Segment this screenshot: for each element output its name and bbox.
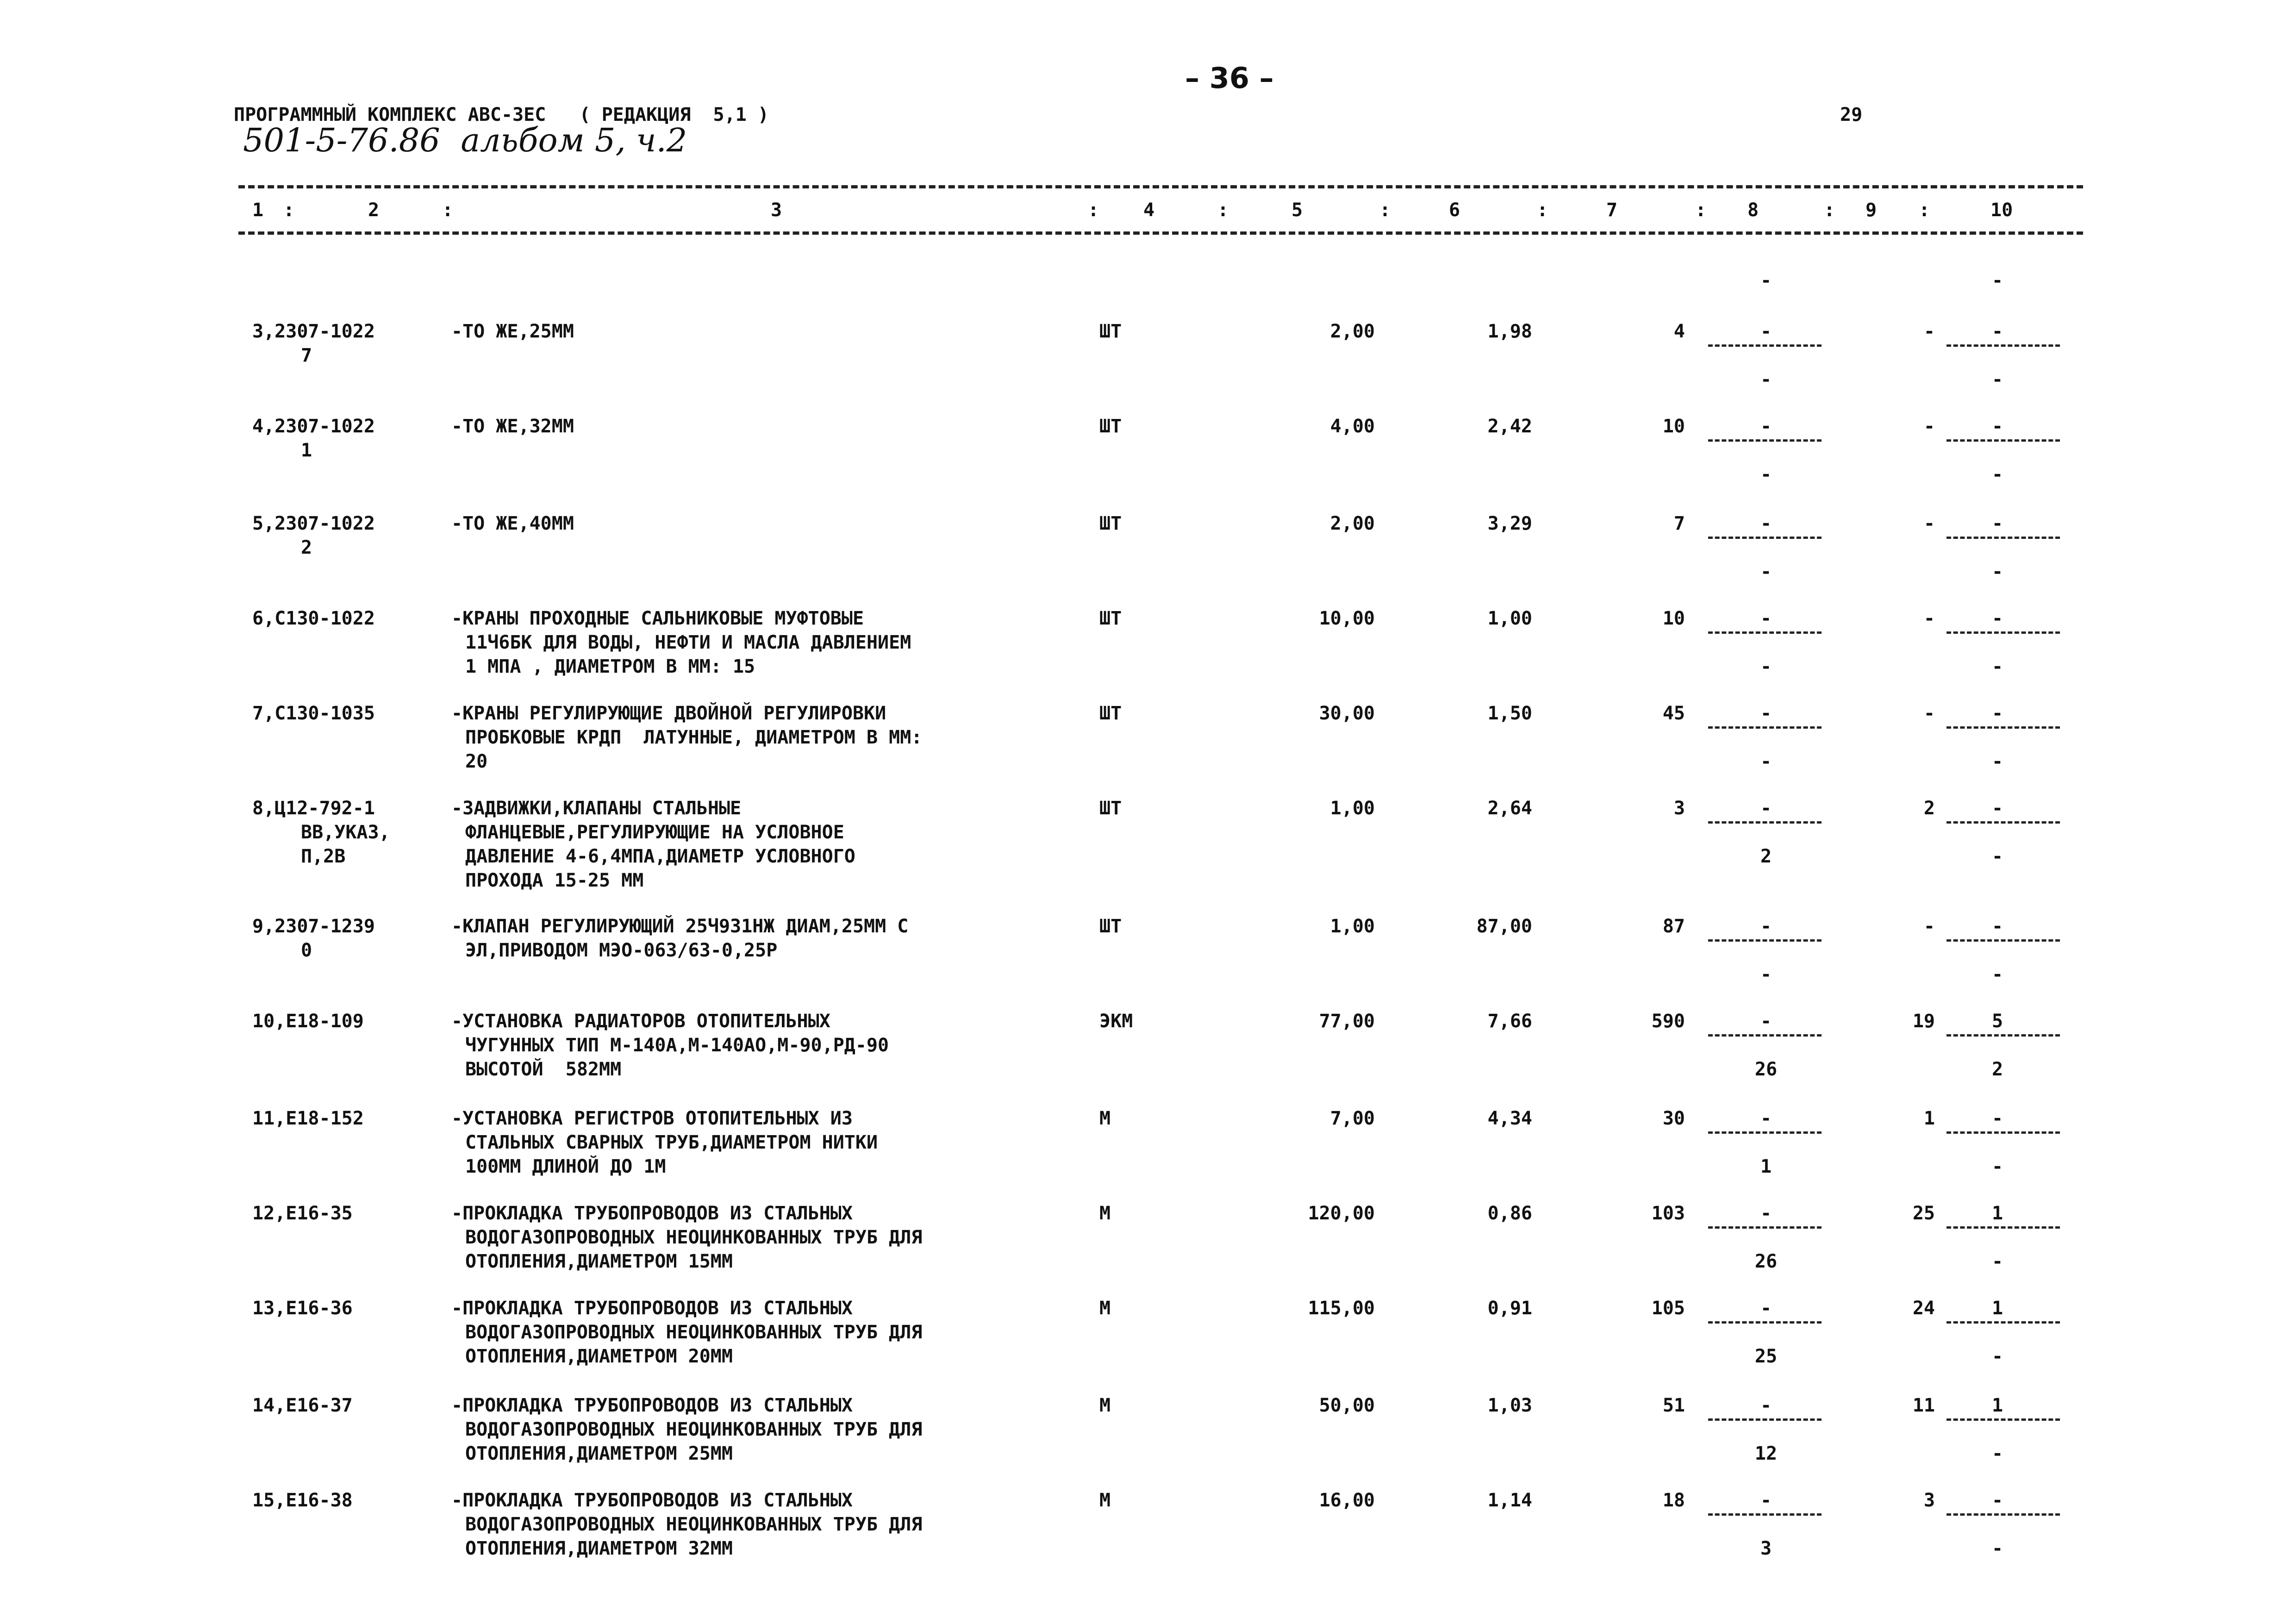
- row-total: 10: [1662, 608, 1685, 629]
- row-col9: -: [1923, 321, 1935, 342]
- row-col10-top: -: [1991, 1108, 2003, 1129]
- row-quantity: 1,00: [1330, 798, 1375, 819]
- row-num-code: 7,С130-1035: [252, 703, 375, 724]
- row-col10-top: -: [1991, 513, 2003, 534]
- column-number-4: 4: [1143, 200, 1155, 221]
- column-number-9: 9: [1866, 200, 1877, 221]
- row-price: 1,50: [1487, 703, 1532, 724]
- row-col10-bottom: -: [1991, 464, 2003, 485]
- row-col10-bottom: -: [1991, 1156, 2003, 1177]
- column-sep: :: [283, 200, 295, 221]
- row-col9: 24: [1912, 1298, 1935, 1319]
- row-num-code: 14,Е16-37: [252, 1395, 353, 1416]
- row-unit: ШТ: [1099, 321, 1122, 342]
- col8-top-mark: -: [1760, 270, 1772, 291]
- row-col10-top: 1: [1991, 1203, 2003, 1224]
- handwritten-note: 501-5-76.86 альбом 5, ч.2: [243, 121, 687, 159]
- row-col8-divider: [1708, 1131, 1822, 1134]
- row-col10-top: -: [1991, 416, 2003, 437]
- row-description-line: -ПРОКЛАДКА ТРУБОПРОВОДОВ ИЗ СТАЛЬНЫХ: [451, 1490, 853, 1511]
- row-col9: -: [1923, 416, 1935, 437]
- row-num-code: 6,С130-1022: [252, 608, 375, 629]
- row-num-code: 8,Ц12-792-1: [252, 798, 375, 819]
- row-description-line: -КРАНЫ ПРОХОДНЫЕ САЛЬНИКОВЫЕ МУФТОВЫЕ: [451, 608, 864, 629]
- row-col8-top: -: [1760, 1203, 1772, 1224]
- row-col10-divider: [1947, 1418, 2060, 1421]
- row-col8-divider: [1708, 939, 1822, 942]
- column-sep: :: [1824, 200, 1835, 221]
- row-price: 1,03: [1487, 1395, 1532, 1416]
- row-col10-top: -: [1991, 798, 2003, 819]
- row-description-line: СТАЛЬНЫХ СВАРНЫХ ТРУБ,ДИАМЕТРОМ НИТКИ: [465, 1132, 878, 1153]
- column-sep: :: [1919, 200, 1930, 221]
- row-col10-bottom: -: [1991, 561, 2003, 582]
- row-col8-top: -: [1760, 608, 1772, 629]
- row-col8-top: -: [1760, 1490, 1772, 1511]
- row-num-code-cont: 1: [301, 440, 312, 461]
- row-col8-divider: [1708, 1513, 1822, 1516]
- row-col9: 3: [1923, 1490, 1935, 1511]
- row-col8-top: -: [1760, 1298, 1772, 1319]
- row-price: 2,64: [1487, 798, 1532, 819]
- row-unit: М: [1099, 1490, 1111, 1511]
- row-description-line: -ТО ЖЕ,40ММ: [451, 513, 574, 534]
- row-col10-top: -: [1991, 703, 2003, 724]
- row-col10-top: 5: [1991, 1011, 2003, 1032]
- row-num-code: 12,Е16-35: [252, 1203, 353, 1224]
- col10-top-mark: -: [1991, 270, 2003, 291]
- row-col8-bottom: 26: [1754, 1251, 1778, 1272]
- column-sep: :: [442, 200, 454, 221]
- row-col9: -: [1923, 513, 1935, 534]
- column-number-6: 6: [1449, 200, 1460, 221]
- row-col9: 1: [1923, 1108, 1935, 1129]
- row-col10-bottom: -: [1991, 1538, 2003, 1559]
- row-col10-bottom: -: [1991, 656, 2003, 677]
- row-col8-bottom: 25: [1754, 1346, 1778, 1367]
- row-col9: -: [1923, 916, 1935, 937]
- row-col10-divider: [1947, 821, 2060, 824]
- row-num-code-cont: 2: [301, 537, 312, 558]
- row-total: 590: [1651, 1011, 1685, 1032]
- row-col8-divider: [1708, 1418, 1822, 1421]
- row-total: 30: [1662, 1108, 1685, 1129]
- column-sep: :: [1217, 200, 1229, 221]
- row-col8-bottom: 3: [1760, 1538, 1772, 1559]
- row-description-line: -ЗАДВИЖКИ,КЛАПАНЫ СТАЛЬНЫЕ: [451, 798, 742, 819]
- row-col10-divider: [1947, 1131, 2060, 1134]
- row-col10-bottom: -: [1991, 846, 2003, 867]
- row-quantity: 2,00: [1330, 513, 1375, 534]
- row-description-line: ФЛАНЦЕВЫЕ,РЕГУЛИРУЮЩИЕ НА УСЛОВНОЕ: [465, 822, 844, 843]
- row-col10-bottom: -: [1991, 1251, 2003, 1272]
- row-unit: М: [1099, 1203, 1111, 1224]
- row-description-line: ВОДОГАЗОПРОВОДНЫХ НЕОЦИНКОВАННЫХ ТРУБ ДЛЯ: [465, 1227, 923, 1248]
- header-rule-bottom: [238, 231, 2083, 235]
- row-description-line: ВЫСОТОЙ 582ММ: [465, 1059, 622, 1080]
- row-total: 103: [1651, 1203, 1685, 1224]
- row-price: 0,91: [1487, 1298, 1532, 1319]
- row-col8-bottom: -: [1760, 464, 1772, 485]
- row-total: 45: [1662, 703, 1685, 724]
- row-col10-bottom: -: [1991, 964, 2003, 985]
- row-description-line: -КЛАПАН РЕГУЛИРУЮЩИЙ 25Ч931НЖ ДИАМ,25ММ С: [451, 916, 909, 937]
- row-col10-top: -: [1991, 321, 2003, 342]
- row-description-line: -ПРОКЛАДКА ТРУБОПРОВОДОВ ИЗ СТАЛЬНЫХ: [451, 1203, 853, 1224]
- row-col8-top: -: [1760, 1395, 1772, 1416]
- column-number-3: 3: [771, 200, 782, 221]
- row-total: 18: [1662, 1490, 1685, 1511]
- row-description-line: -ТО ЖЕ,25ММ: [451, 321, 574, 342]
- row-col9: 19: [1912, 1011, 1935, 1032]
- row-col8-top: -: [1760, 703, 1772, 724]
- row-col10-divider: [1947, 631, 2060, 634]
- row-col10-top: -: [1991, 608, 2003, 629]
- row-total: 105: [1651, 1298, 1685, 1319]
- row-col8-divider: [1708, 1321, 1822, 1324]
- column-number-1: 1: [252, 200, 264, 221]
- row-price: 87,00: [1476, 916, 1532, 937]
- row-col8-bottom: -: [1760, 656, 1772, 677]
- row-total: 7: [1673, 513, 1685, 534]
- row-col10-divider: [1947, 1034, 2060, 1037]
- row-description-line: ДАВЛЕНИЕ 4-6,4МПА,ДИАМЕТР УСЛОВНОГО: [465, 846, 855, 867]
- row-col8-top: -: [1760, 798, 1772, 819]
- row-quantity: 77,00: [1319, 1011, 1375, 1032]
- row-col10-bottom: -: [1991, 1443, 2003, 1464]
- row-description-line: ВОДОГАЗОПРОВОДНЫХ НЕОЦИНКОВАННЫХ ТРУБ ДЛЯ: [465, 1514, 923, 1535]
- row-col9: 25: [1912, 1203, 1935, 1224]
- row-quantity: 7,00: [1330, 1108, 1375, 1129]
- row-quantity: 50,00: [1319, 1395, 1375, 1416]
- header-rule-top: [238, 185, 2083, 188]
- row-quantity: 120,00: [1308, 1203, 1375, 1224]
- row-num-code: 13,Е16-36: [252, 1298, 353, 1319]
- row-num-code: 4,2307-1022: [252, 416, 375, 437]
- row-description-line: -ТО ЖЕ,32ММ: [451, 416, 574, 437]
- row-unit: ШТ: [1099, 916, 1122, 937]
- row-col9: 2: [1923, 798, 1935, 819]
- row-col9: 11: [1912, 1395, 1935, 1416]
- row-description-line: ОТОПЛЕНИЯ,ДИАМЕТРОМ 32ММ: [465, 1538, 733, 1559]
- row-col8-bottom: -: [1760, 751, 1772, 772]
- row-quantity: 30,00: [1319, 703, 1375, 724]
- row-col10-divider: [1947, 939, 2060, 942]
- row-col8-bottom: -: [1760, 964, 1772, 985]
- row-col8-top: -: [1760, 513, 1772, 534]
- row-description-line: -ПРОКЛАДКА ТРУБОПРОВОДОВ ИЗ СТАЛЬНЫХ: [451, 1395, 853, 1416]
- row-quantity: 2,00: [1330, 321, 1375, 342]
- row-col10-divider: [1947, 726, 2060, 729]
- row-col8-bottom: 2: [1760, 846, 1772, 867]
- row-unit: М: [1099, 1108, 1111, 1129]
- column-number-7: 7: [1606, 200, 1618, 221]
- column-number-2: 2: [368, 200, 380, 221]
- row-col10-divider: [1947, 344, 2060, 347]
- row-col8-divider: [1708, 1034, 1822, 1037]
- row-price: 1,14: [1487, 1490, 1532, 1511]
- row-description-line: ПРОХОДА 15-25 ММ: [465, 870, 644, 891]
- row-unit: ЭКМ: [1099, 1011, 1133, 1032]
- row-unit: ШТ: [1099, 608, 1122, 629]
- row-col10-top: -: [1991, 916, 2003, 937]
- row-num-code: 11,Е18-152: [252, 1108, 364, 1129]
- row-price: 3,29: [1487, 513, 1532, 534]
- row-total: 3: [1673, 798, 1685, 819]
- row-col8-divider: [1708, 821, 1822, 824]
- row-description-line: 100ММ ДЛИНОЙ ДО 1М: [465, 1156, 666, 1177]
- row-price: 4,34: [1487, 1108, 1532, 1129]
- row-description-line: ЧУГУННЫХ ТИП М-140А,М-140АО,М-90,РД-90: [465, 1035, 889, 1056]
- row-num-code: 3,2307-1022: [252, 321, 375, 342]
- row-col8-bottom: -: [1760, 561, 1772, 582]
- row-col8-divider: [1708, 1226, 1822, 1229]
- row-description-line: ВОДОГАЗОПРОВОДНЫХ НЕОЦИНКОВАННЫХ ТРУБ ДЛЯ: [465, 1419, 923, 1440]
- row-col8-divider: [1708, 631, 1822, 634]
- row-col10-divider: [1947, 537, 2060, 539]
- row-description-line: ОТОПЛЕНИЯ,ДИАМЕТРОМ 15ММ: [465, 1251, 733, 1272]
- row-description-line: -УСТАНОВКА РЕГИСТРОВ ОТОПИТЕЛЬНЫХ ИЗ: [451, 1108, 853, 1129]
- row-description-line: -КРАНЫ РЕГУЛИРУЮЩИЕ ДВОЙНОЙ РЕГУЛИРОВКИ: [451, 703, 886, 724]
- row-description-line: ВОДОГАЗОПРОВОДНЫХ НЕОЦИНКОВАННЫХ ТРУБ ДЛЯ: [465, 1322, 923, 1343]
- column-number-10: 10: [1990, 200, 2013, 221]
- row-num-code: 9,2307-1239: [252, 916, 375, 937]
- row-num-code-cont: 0: [301, 940, 312, 961]
- row-col10-bottom: -: [1991, 751, 2003, 772]
- column-number-8: 8: [1747, 200, 1759, 221]
- row-price: 2,42: [1487, 416, 1532, 437]
- column-sep: :: [1379, 200, 1391, 221]
- row-col8-bottom: 12: [1754, 1443, 1778, 1464]
- row-quantity: 4,00: [1330, 416, 1375, 437]
- row-unit: ШТ: [1099, 703, 1122, 724]
- sheet-number: 29: [1840, 104, 1863, 125]
- row-col10-divider: [1947, 1321, 2060, 1324]
- column-number-5: 5: [1292, 200, 1303, 221]
- row-quantity: 16,00: [1319, 1490, 1375, 1511]
- row-description-line: ЭЛ,ПРИВОДОМ МЭО-063/63-0,25Р: [465, 940, 778, 961]
- row-col9: -: [1923, 703, 1935, 724]
- row-price: 0,86: [1487, 1203, 1532, 1224]
- row-num-code: 5,2307-1022: [252, 513, 375, 534]
- row-col10-top: -: [1991, 1490, 2003, 1511]
- row-col10-divider: [1947, 439, 2060, 442]
- row-unit: М: [1099, 1395, 1111, 1416]
- row-col8-bottom: 1: [1760, 1156, 1772, 1177]
- row-col10-divider: [1947, 1226, 2060, 1229]
- row-total: 4: [1673, 321, 1685, 342]
- row-description-line: ОТОПЛЕНИЯ,ДИАМЕТРОМ 25ММ: [465, 1443, 733, 1464]
- row-col8-divider: [1708, 726, 1822, 729]
- row-price: 7,66: [1487, 1011, 1532, 1032]
- row-col8-divider: [1708, 439, 1822, 442]
- row-col8-bottom: -: [1760, 369, 1772, 390]
- row-col10-bottom: -: [1991, 369, 2003, 390]
- row-num-code-cont: ВВ,УКАЗ,: [301, 822, 390, 843]
- row-unit: М: [1099, 1298, 1111, 1319]
- row-description-line: 20: [465, 751, 488, 772]
- program-header: ПРОГРАММНЫЙ КОМПЛЕКС АВС-ЗЕС ( РЕДАКЦИЯ 5,1 ): [234, 104, 769, 125]
- row-col8-top: -: [1760, 1108, 1772, 1129]
- row-col8-top: -: [1760, 1011, 1772, 1032]
- row-col10-bottom: 2: [1991, 1059, 2003, 1080]
- row-col8-bottom: 26: [1754, 1059, 1778, 1080]
- row-quantity: 115,00: [1308, 1298, 1375, 1319]
- row-col8-divider: [1708, 344, 1822, 347]
- row-description-line: ОТОПЛЕНИЯ,ДИАМЕТРОМ 20ММ: [465, 1346, 733, 1367]
- row-col8-top: -: [1760, 916, 1772, 937]
- row-num-code-cont: 7: [301, 345, 312, 366]
- row-num-code: 10,Е18-109: [252, 1011, 364, 1032]
- row-description-line: -УСТАНОВКА РАДИАТОРОВ ОТОПИТЕЛЬНЫХ: [451, 1011, 830, 1032]
- row-description-line: -ПРОКЛАДКА ТРУБОПРОВОДОВ ИЗ СТАЛЬНЫХ: [451, 1298, 853, 1319]
- column-sep: :: [1695, 200, 1707, 221]
- row-col8-top: -: [1760, 416, 1772, 437]
- row-col8-divider: [1708, 537, 1822, 539]
- row-unit: ШТ: [1099, 798, 1122, 819]
- row-quantity: 1,00: [1330, 916, 1375, 937]
- row-total: 51: [1662, 1395, 1685, 1416]
- row-col10-top: 1: [1991, 1395, 2003, 1416]
- row-col10-bottom: -: [1991, 1346, 2003, 1367]
- row-description-line: 1 МПА , ДИАМЕТРОМ В ММ: 15: [465, 656, 755, 677]
- page-number: – 36 –: [1185, 61, 1274, 95]
- row-col9: -: [1923, 608, 1935, 629]
- row-col10-top: 1: [1991, 1298, 2003, 1319]
- column-sep: :: [1537, 200, 1548, 221]
- column-sep: :: [1088, 200, 1099, 221]
- row-description-line: 11Ч6БК ДЛЯ ВОДЫ, НЕФТИ И МАСЛА ДАВЛЕНИЕМ: [465, 632, 911, 653]
- row-num-code: 15,Е16-38: [252, 1490, 353, 1511]
- row-total: 87: [1662, 916, 1685, 937]
- row-price: 1,98: [1487, 321, 1532, 342]
- row-num-code-cont: П,2В: [301, 846, 346, 867]
- row-price: 1,00: [1487, 608, 1532, 629]
- row-unit: ШТ: [1099, 513, 1122, 534]
- row-col8-top: -: [1760, 321, 1772, 342]
- row-unit: ШТ: [1099, 416, 1122, 437]
- row-total: 10: [1662, 416, 1685, 437]
- row-quantity: 10,00: [1319, 608, 1375, 629]
- row-col10-divider: [1947, 1513, 2060, 1516]
- row-description-line: ПРОБКОВЫЕ КРДП ЛАТУННЫЕ, ДИАМЕТРОМ В ММ:: [465, 727, 923, 748]
